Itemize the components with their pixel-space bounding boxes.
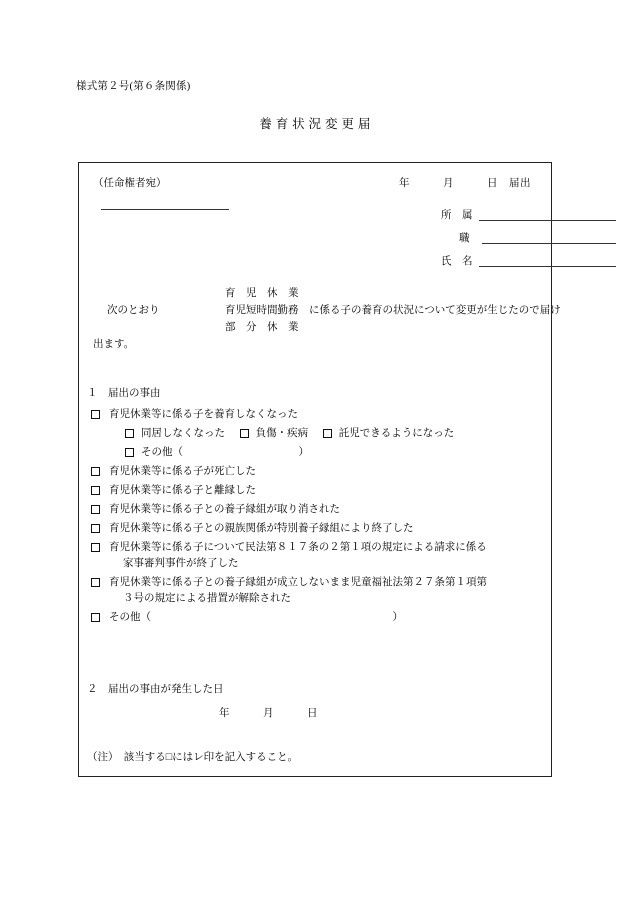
reason-checklist xyxy=(87,407,547,629)
checkbox-icon[interactable] xyxy=(91,486,100,495)
sub-checklist-item-label: 負傷・疾病 xyxy=(255,428,309,439)
checklist-item-label: 育児休業等に係る子について民法第８１７条の２第１項の規定による請求に係る xyxy=(109,542,487,553)
sub-checklist-item[interactable] xyxy=(323,426,455,442)
submission-date-line: 年 月 日 届出 xyxy=(399,178,531,189)
checkbox-icon[interactable] xyxy=(91,578,100,587)
sub-checklist xyxy=(87,426,547,442)
section-2-date-line[interactable]: 年 月 日 xyxy=(219,708,318,719)
clause-prefix: 次のとおり xyxy=(107,305,160,316)
section-2-title: ２ 届出の事由が発生した日 xyxy=(87,684,224,695)
checkbox-icon[interactable] xyxy=(91,613,100,622)
checklist-item[interactable] xyxy=(87,575,547,607)
checkbox-icon[interactable] xyxy=(91,524,100,533)
checklist-item[interactable] xyxy=(87,407,547,423)
field-label-position: 職 xyxy=(459,233,470,244)
checklist-item-label-cont: 家事審判事件が終了した xyxy=(123,558,239,569)
checklist-item-label: 育児休業等に係る子との親族関係が特別養子縁組により終了した xyxy=(109,523,414,534)
checkbox-icon[interactable] xyxy=(240,429,249,438)
checkbox-icon[interactable] xyxy=(125,448,134,457)
sub-checklist-other xyxy=(87,445,547,461)
footnote: （注） 該当する□にはレ印を記入すること。 xyxy=(87,752,299,763)
field-rule-position[interactable] xyxy=(482,243,616,244)
leave-type-partial-leave: 部 分 休 業 xyxy=(225,322,299,333)
leave-type-short-time-work: 育児短時間勤務 xyxy=(225,305,299,316)
checklist-item[interactable] xyxy=(87,502,547,518)
leave-type-childcare-leave: 育 児 休 業 xyxy=(225,288,299,299)
field-rule-affiliation[interactable] xyxy=(479,220,616,221)
addressee-label: （任命権者宛） xyxy=(93,178,167,189)
checkbox-icon[interactable] xyxy=(125,429,134,438)
field-label-affiliation: 所 属 xyxy=(441,210,473,221)
clause-suffix: に係る子の養育の状況について変更が生じたので届け xyxy=(309,305,561,316)
addressee-write-rule xyxy=(101,209,229,210)
checklist-item-label: 育児休業等に係る子を養育しなくなった xyxy=(109,409,298,420)
sub-checklist-item[interactable] xyxy=(240,426,309,442)
checklist-item[interactable] xyxy=(87,464,547,480)
checklist-item-label-cont: ３号の規定による措置が解除された xyxy=(123,593,291,604)
form-frame xyxy=(78,162,561,777)
checklist-item-label: 育児休業等に係る子との養子縁組が成立しないまま児童福祉法第２７条第１項第 xyxy=(109,577,487,588)
field-label-name: 氏 名 xyxy=(441,256,473,267)
sub-checklist-item-other-label: その他（ ） xyxy=(141,447,309,458)
checklist-item-other-label: その他（ ） xyxy=(109,612,403,623)
sub-checklist-item[interactable] xyxy=(125,426,225,442)
form-code: 様式第２号(第６条関係) xyxy=(76,81,191,92)
field-rule-name[interactable] xyxy=(479,266,616,267)
sub-checklist-item-other[interactable] xyxy=(125,445,309,461)
section-1-title: １ 届出の事由 xyxy=(87,388,161,399)
checklist-item-label: 育児休業等に係る子との養子縁組が取り消された xyxy=(109,504,340,515)
checklist-item-label: 育児休業等に係る子が死亡した xyxy=(109,466,256,477)
sub-checklist-item-label: 託児できるようになった xyxy=(338,428,455,439)
checkbox-icon[interactable] xyxy=(323,429,332,438)
checklist-item[interactable] xyxy=(87,483,547,499)
sub-checklist-item-label: 同居しなくなった xyxy=(141,428,225,439)
page-title: 養 育 状 況 変 更 届 xyxy=(259,117,371,131)
checklist-item[interactable] xyxy=(87,540,547,572)
checkbox-icon[interactable] xyxy=(91,467,100,476)
checkbox-icon[interactable] xyxy=(91,505,100,514)
checklist-item-label: 育児休業等に係る子と離縁した xyxy=(109,485,256,496)
checklist-item-other[interactable] xyxy=(87,610,547,626)
checkbox-icon[interactable] xyxy=(91,410,100,419)
checkbox-icon[interactable] xyxy=(91,543,100,552)
leave-type-list xyxy=(225,285,299,336)
clause-tail: 出ます。 xyxy=(93,339,135,350)
checklist-item[interactable] xyxy=(87,521,547,537)
